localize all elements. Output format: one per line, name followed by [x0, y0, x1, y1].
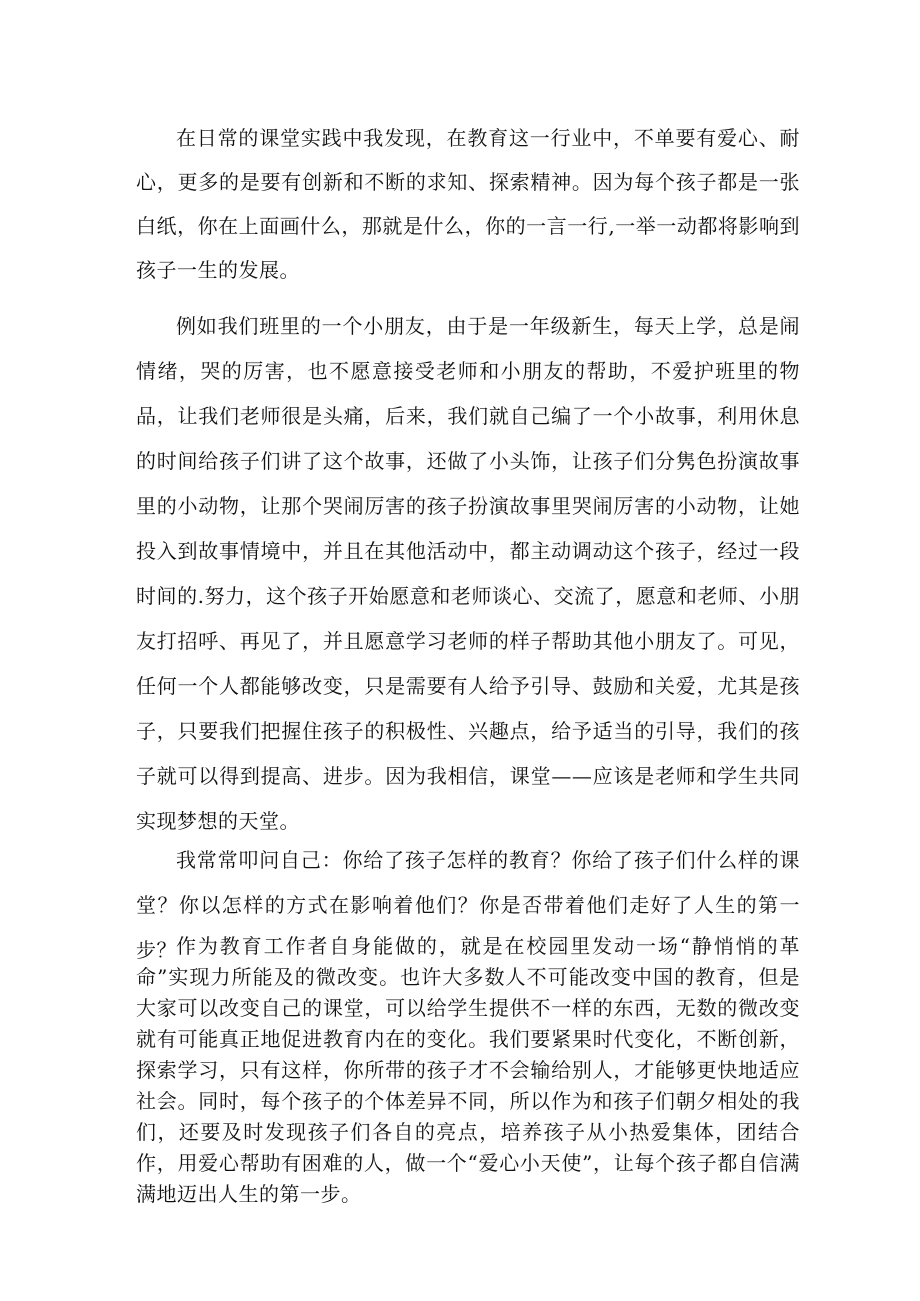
paragraph-classroom-practice: 在日常的课堂实践中我发现，在教育这一行业中，不单要有爱心、耐心，更多的是要有创新和不断的求知、探索精神。因为每个孩子都是一张白纸，你在上面画什么，那就是什么，你的一言一行,一举一动都将影响到孩子一生的发展。: [136, 126, 800, 282]
paragraph-student-example: 例如我们班里的一个小朋友，由于是一年级新生，每天上学，总是闹情绪，哭的厉害，也不愿意接受老师和小朋友的帮助，不爱护班里的物品，让我们老师很是头痛，后来，我们就自己编了一个小故事，利用休息的时间给孩子们讲了这个故事，还做了小头饰，让孩子们分隽色扮演故事里的小动物，让那个哭闹厉害的孩子扮演故事里哭闹厉害的小动物，让她投入到故事情境中，并且在其他活动中，都主动调动这个孩子，经过一段时间的.努力，这个孩子开始愿意和老师谈心、交流了，愿意和老师、小朋友打招呼、再见了，并且愿意学习老师的样子帮助其他小朋友了。可见，任何一个人都能够改变，只是需要有人给予引导、鼓励和关爱，尤其是孩子，只要我们把握住孩子的积极性、兴趣点，给予适当的引导，我们的孩子就可以得到提高、进步。因为我相信，课堂——应该是老师和学生共同实现梦想的天堂。: [136, 314, 800, 833]
paragraph-self-reflection: 我常常叩问自己：你给了孩子怎样的教育？你给了孩子们什么样的课堂？你以怎样的方式在影响着他们？你是否带着他们走好了人生的第一步？: [136, 848, 800, 962]
paragraph-micro-change: 作为教育工作者自身能做的，就是在校园里发动一场“静悄悄的革命”实现力所能及的微改变。也许大多数人不可能改变中国的教育，但是大家可以改变自己的课堂，可以给学生提供不一样的东西，无数的微改变就有可能真正地促进教育内在的变化。我们要紧果时代变化，不断创新，探索学习，只有这样，你所带的孩子才不会输给别人，才能够更快地适应社会。同时，每个孩子的个体差异不同，所以作为和孩子们朝夕相处的我们，还要及时发现孩子们各自的亮点，培养孩子从小热爱集体，团结合作，用爱心帮助有困难的人，做一个“爱心小天使”，让每个孩子都自信满满地迈出人生的第一步。: [136, 934, 800, 1206]
